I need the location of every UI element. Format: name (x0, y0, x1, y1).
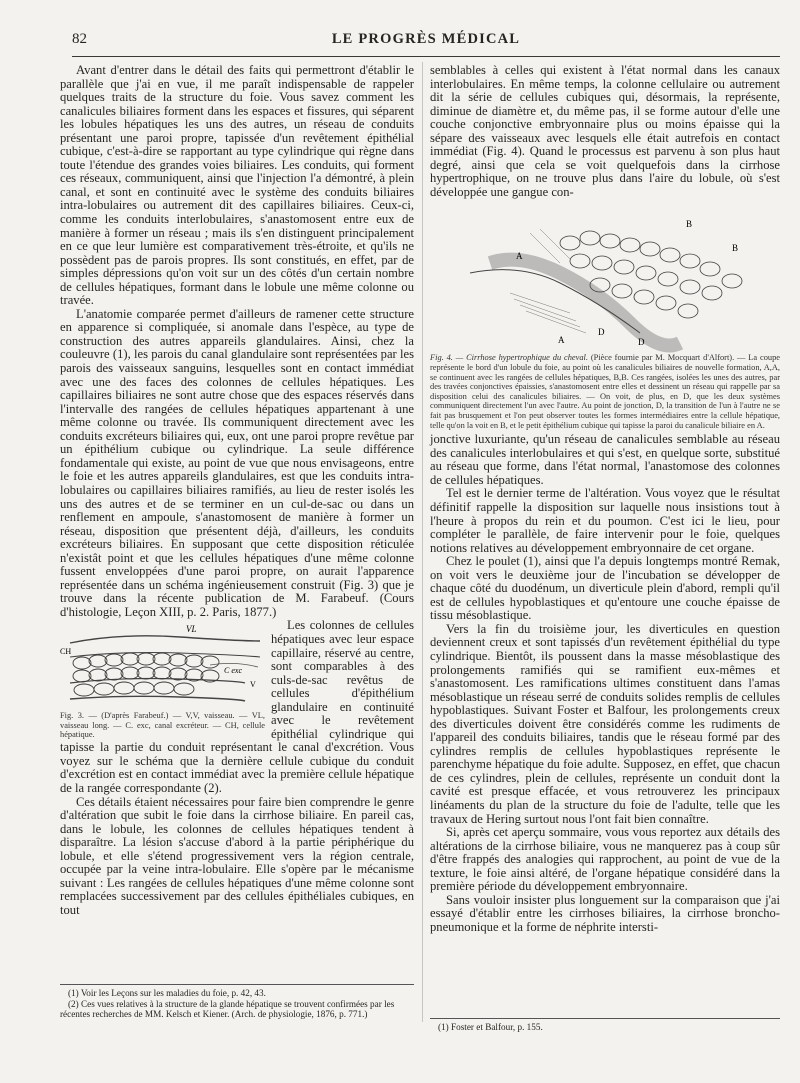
figure-3-caption: Fig. 3. — (D'après Farabeuf.) — V,V, vaisseau. — VL, vaisseau long. — C. exc, canal excréteur. — CH, cellule hépatique. (60, 710, 265, 740)
paragraph: Tel est le dernier terme de l'altération. Vous voyez que le résultat définitif rappelle la disposition sur laquelle nous insistions tout à l'heure à propos du rein et du poumon. C'est ici le lieu, pour compléter le parallèle, de faire intervenir pour le foie, quelques notions relatives au développement embryonnaire de cet organe. (430, 486, 780, 555)
paragraph: Vers la fin du troisième jour, les diverticules en question deviennent creux et sont tapissés d'un revêtement épithélial du type cylindrique. Bientôt, ils poussent dans la masse mésoblastique des prolongements ramifiés qui se ramifient eux-mêmes et s'anastomosent. Les ramifications ultimes constituent dans l'amas mésoblastique un réseau serré de conduits solides remplis de cellules hypoblastiques. Suivant Foster et Balfour, les prolongements creux des diverticules doivent être considérés comme les rudiments de l'appareil des conduits biliaires, tandis que le réseau formé par des cylindres remplis de cellules hypoblastiques représente le parenchyme hépatique du foie adulte. Supposez, en effet, que chacun de ces cylindres, plein de cellules, représente un conduit dont la cavité est presque effacée, et vous retrouverez les principaux linéaments du plan de la structure du foie de l'adulte, telle que les travaux de Hering surtout nous l'ont fait bien connaître. (430, 621, 780, 826)
footnotes-left (60, 984, 414, 1020)
footnote: (1) Foster et Balfour, p. 155. (438, 1022, 543, 1032)
figure-3-label-v: V (250, 680, 256, 690)
figure3-block (60, 619, 414, 795)
page-number: 82 (72, 31, 87, 47)
figure-3-label-cexc: C exc (224, 666, 242, 676)
paragraph: L'anatomie comparée permet d'ailleurs de ramener cette structure en apparence si compliquée, si anomale dans l'espèce, au type de construction des autres appareils glandulaires. Ainsi, chez la couleuvre (1), les parois du canal glandulaire sont représentées par les parois des vaisseaux sanguins, lesquelles sont en contact immédiat avec une des faces des colonnes de cellules hépatiques. Les capillaires biliaires ne sont autre chose que des espaces réservés dans l'intervalle des rangées de cellules hépatiques appartenant à une même colonne ou travée. Ils communiquent directement avec les conduits excréteurs biliaires qui, eux, ont une paroi propre revêtue par un épithélium cubique ou cylindrique. La seule différence fondamentale qui existe, au point de vue que nous envisageons, entre le foie et les autres appareils glandulaires, est que les conduits intra-lobulaires ou capillaires biliaires ramifiés, au lieu de rester isolés les uns des autres et de se terminer en un cul-de-sac ou dans un renflement en ampoule, s'anastomosent de manière à former un réseau, disposition que présentent déjà, d'ailleurs, les conduits excréteurs biliaires. En supposant que cette disposition réticulée n'existât point et que les cellules hépatiques d'une même colonne fussent enveloppées d'une paroi propre, on aurait l'apparence représentée dans un schéma ingénieusement construit (Fig. 3) que je trouve dans la récente publication de M. Farabeuf. (Cours d'histologie, Leçon XIII, p. 2. Paris, 1877.) (60, 306, 414, 619)
footnotes-right (430, 1018, 780, 1033)
figure-4-caption (430, 353, 780, 430)
paragraph: semblables à celles qui existent à l'état normal dans les canaux interlobulaires. En même temps, la colonne cellulaire ou autrement dit la série de cellules cubiques qui, désormais, la représente, diminue de diamètre et, du même pas, il se forme autour d'elle une couche conjonctive embryonnaire plus ou moins épaisse qui la sépare des vaisseaux avec lesquels elle était autrefois en contact immédiat (Fig. 4). Quand le processus est parvenu à son plus haut degré, ainsi que cela se voit quelquefois dans la cirrhose hypertrophique, on ne trouve plus dans l'aire du lobule, où s'est développée une gangue con- (430, 63, 780, 199)
left-column (60, 64, 414, 917)
figure-4-illustration (430, 203, 780, 353)
right-column (430, 64, 780, 934)
footnote: (2) Ces vues relatives à la structure de la glande hépatique se trouvent confirmées par les récentes recherches de MM. Kelsch et Kiener. (Arch. de physiologie, 1876, p. 771.) (60, 998, 395, 1020)
figure-4-label-b: B (686, 219, 693, 230)
paragraph: Si, après cet aperçu sommaire, vous vous reportez aux détails des altérations de la cirrhose biliaire, vous ne manquerez pas à coup sûr d'être frappés des analogies qui rapprochent, au point de vue de la texture, le foie ainsi altéré, de l'organe hépatique considéré dans la première période du développement embryonnaire. (430, 825, 780, 894)
column-divider (422, 62, 423, 1022)
figure-3 (60, 621, 265, 739)
figure-3-label-ch: CH (60, 647, 72, 657)
paragraph: Chez le poulet (1), ainsi que l'a depuis longtemps montré Remak, on voit vers le deuxième jour de l'incubation se développer de chaque côté du duodénum, un diverticule plein d'abord, rempli qu'il est de cellules hypoblastiques et qu'entoure une couche épaisse de tissu mésoblastique. (430, 554, 780, 623)
page-header (72, 31, 780, 53)
paragraph: Ces détails étaient nécessaires pour faire bien comprendre le genre d'altération que subit le foie dans la cirrhose biliaire. En pareil cas, dans le lobule, les colonnes de cellules hépatiques tendent à disparaître. La lésion s'accuse d'abord à la partie périphérique du lobule, et elle s'étend progressivement vers la région centrale, occupée par la veine intra-lobulaire. Elle s'opère par le mécanisme suivant : Les rangées de cellules hépatiques d'une même colonne sont remplacées successivement par des cellules épithéliales cubiques, en tout (60, 794, 414, 917)
figure-4-label-d: D (598, 327, 605, 338)
figure-3-label-vl: VL (186, 624, 197, 635)
figure-4-caption-text: (Pièce fournie par M. Mocquart d'Alfort). — La coupe représente le bord d'un lobule du foie, au point où les canalicules biliaires de nouvelle formation, A,A, se continuent avec les rangées de cellules hépatiques, B,B. Ces rangées, isolées les unes des autres, par des travées conjonctives épaissies, s'anastomosent entre elles et dessinent un réseau qui rappelle par sa disposition celui des canalicules biliaires. — On voit, de plus, en D, que les deux systèmes communiquent directement l'un avec l'autre. Au point de jonction, D, la transition de l'un à l'autre ne se fait pas brusquement et l'on peut observer toutes les formes intermédiaires entre la cellule hépatique, telle qu'on la voit en B, et le petit épithélium cubique qui tapisse la paroi du canalicule biliaire en A. (430, 353, 781, 430)
footnote: (1) Voir les Leçons sur les maladies du foie, p. 42, 43. (68, 988, 266, 998)
figure-4-label-b: B (732, 243, 739, 254)
paragraph: jonctive luxuriante, qu'un réseau de canalicules semblable au réseau des canalicules interlobulaires et qui s'est, en quelque sorte, substitué au réseau que forme, dans l'état normal, l'anastomose des colonnes de cellules hépatiques. (430, 432, 780, 487)
paragraph: Sans vouloir insister plus longuement sur la comparaison que j'ai essayé d'établir entre les cirrhoses biliaires, la cirrhose broncho-pneumonique et la forme de néphrite intersti- (430, 892, 780, 934)
figure-4-label-a: A (516, 251, 523, 262)
header-rule (72, 56, 780, 57)
figure-4 (430, 203, 780, 430)
paragraph: Les colonnes de cellules hépatiques avec leur espace capillaire, réservé au centre, sont comparables à des culs-de-sac revêtus de cellules d'épithélium glandulaire en continuité avec le revêtement épithélial cylindrique qui tapisse la partie du conduit représentant le canal d'excrétion. Vous voyez sur le schéma que la dernière cellule cubique du conduit d'excrétion est en contact immédiat avec la première cellule hépatique de la rangée correspondante (2). (60, 619, 414, 795)
figure-3-illustration (60, 621, 265, 707)
figure-4-label-d: D (638, 337, 645, 348)
figure-4-caption-lead: Fig. 4. — Cirrhose hypertrophique du cheval. (430, 353, 588, 363)
figure-4-label-a: A (558, 335, 565, 346)
paragraph: Avant d'entrer dans le détail des faits qui permettront d'établir le parallèle que j'ai en vue, il me paraît indispensable de rappeler quelques traits de la structure du foie. Vous savez comment les canalicules biliaires forment dans les espaces et fissures, qui séparent les lobules hépatiques les uns des autres, un réseau de conduits présentant une paroi propre, tapissée d'un revêtement épithélial cubique, c'est-à-dire se rapportant au type cylindrique qui règne dans toute l'étendue des grandes voies biliaires. Les conduits, qui forment ces réseaux, communiquent, ainsi que l'injection l'a démontré, à plein canal, et sont en continuité avec le système des conduits biliaires intra-lobulaires ou autrement dit des capillaires biliaires. Ceux-ci, comme les conduits interlobulaires, s'anastomosent entre eux de manière à former un réseau ; mais ils s'en distinguent principalement en ce que leur lumière est comparativement très-étroite, et qu'ils ne possèdent pas de parois propres. Ils sont constitués, en effet, par de simples dépressions qu'on voit sur un des côtés d'un certain nombre de cellules hépatiques, formant dans le lobule une même colonne ou travée. (60, 63, 414, 308)
journal-title: LE PROGRÈS MÉDICAL (331, 31, 521, 47)
